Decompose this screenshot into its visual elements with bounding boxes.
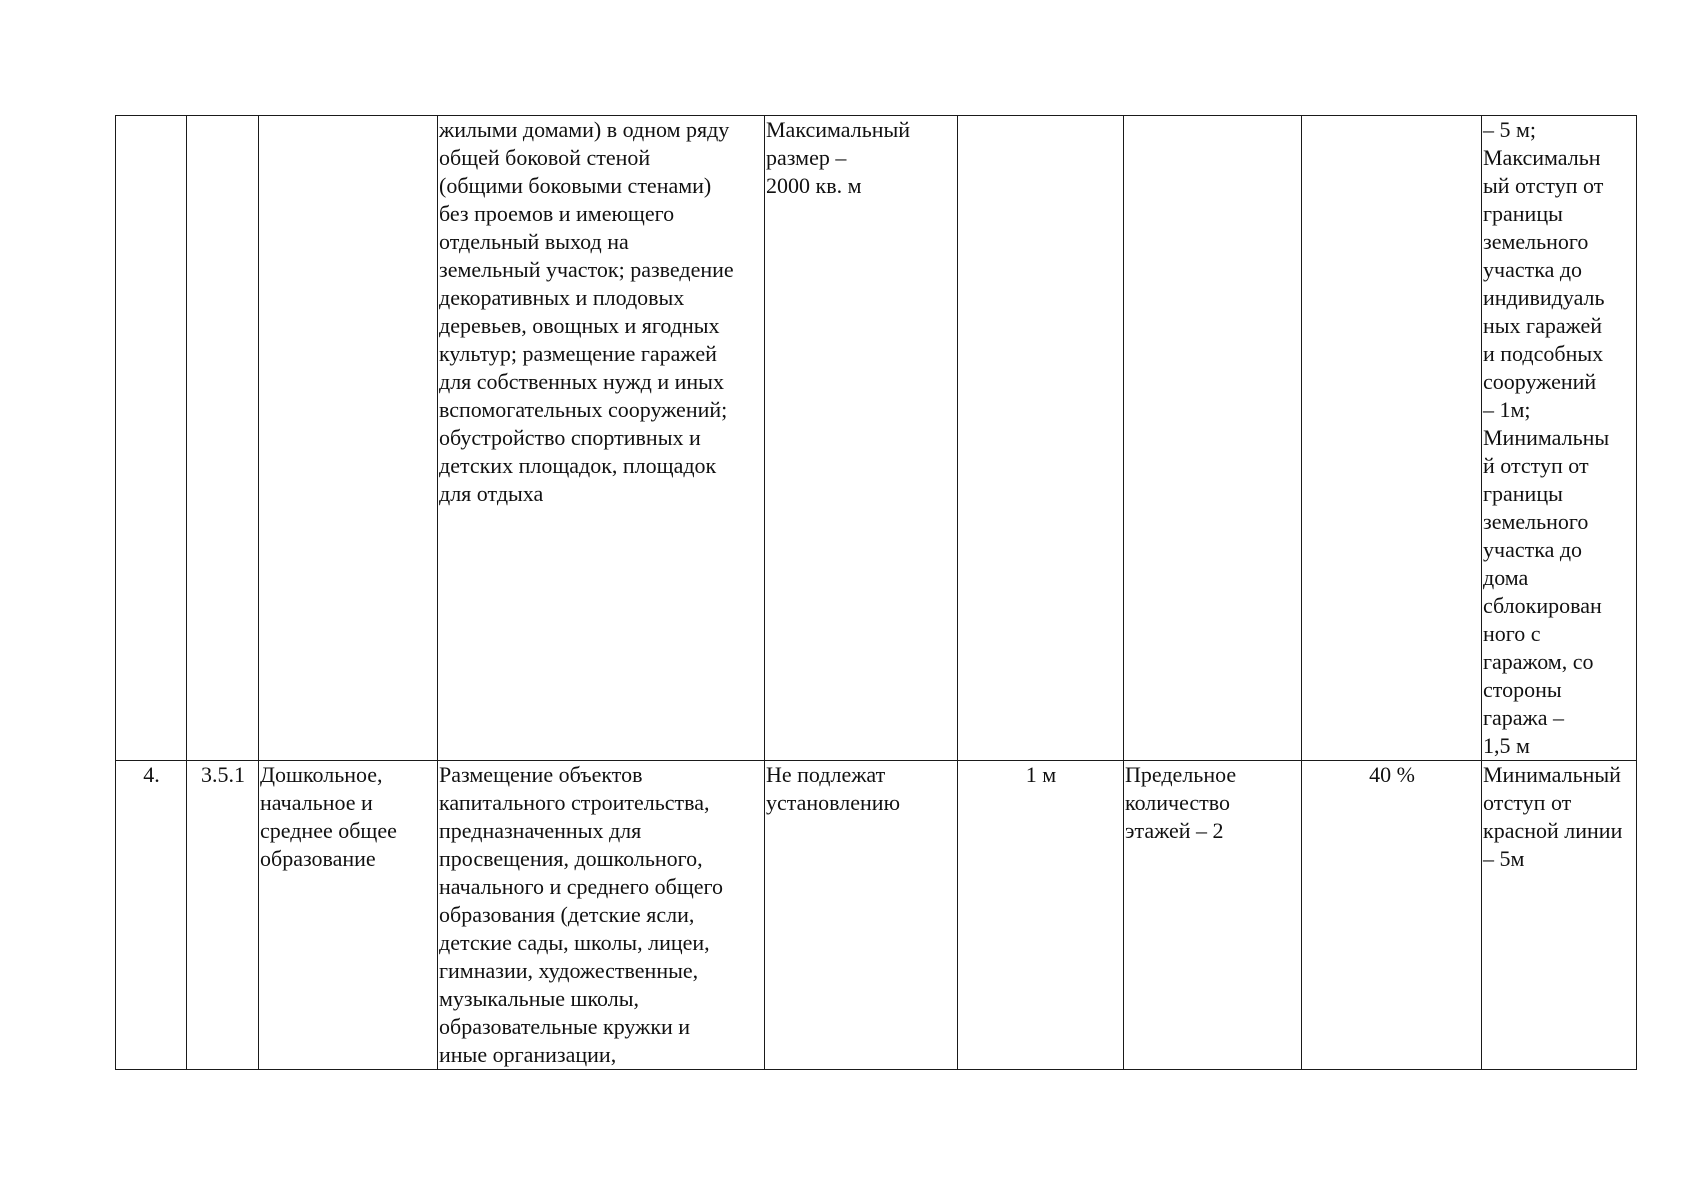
notes-line: индивидуаль: [1483, 285, 1605, 310]
notes-line: земельного: [1483, 509, 1589, 534]
notes-line: стороны: [1483, 677, 1562, 702]
notes-line: Минимальный: [1483, 762, 1621, 787]
notes-line: сооружений: [1483, 369, 1597, 394]
description-line: для собственных нужд и иных: [439, 369, 724, 394]
notes-line: гаражом, со: [1483, 649, 1594, 674]
floors-cell: [1124, 761, 1302, 1070]
notes-line: гаража –: [1483, 705, 1565, 730]
description-cell: [438, 761, 765, 1070]
plot-size-line: размер –: [766, 145, 847, 170]
use-name-line: образование: [260, 846, 376, 871]
notes-line: ый отступ от: [1483, 173, 1604, 198]
setback-cell: [958, 116, 1124, 761]
description-line: детские сады, школы, лицеи,: [439, 930, 710, 955]
floors-line: этажей – 2: [1125, 818, 1224, 843]
description-line: капитального строительства,: [439, 790, 710, 815]
notes-line: красной линии: [1483, 818, 1623, 843]
description-line: обустройство спортивных и: [439, 425, 701, 450]
table-row: [116, 116, 1637, 761]
notes-line: сблокирован: [1483, 593, 1602, 618]
description-line: общей боковой стеной: [439, 145, 651, 170]
description-line: гимназии, художественные,: [439, 958, 699, 983]
description-line: образования (детские ясли,: [439, 902, 695, 927]
use-name-cell: [259, 761, 438, 1070]
row-number: 4.: [143, 762, 160, 787]
description-line: деревьев, овощных и ягодных: [439, 313, 720, 338]
notes-line: ных гаражей: [1483, 313, 1603, 338]
description-line: Размещение объектов: [439, 762, 643, 787]
row-number-cell: [116, 761, 187, 1070]
floors-cell: [1124, 116, 1302, 761]
description-line: без проемов и имеющего: [439, 201, 675, 226]
description-line: жилыми домами) в одном ряду: [439, 117, 730, 142]
notes-line: и подсобных: [1483, 341, 1604, 366]
notes-line: земельного: [1483, 229, 1589, 254]
setback-value: 1 м: [1025, 762, 1057, 787]
description-line: земельный участок; разведение: [439, 257, 734, 282]
description-line: начального и среднего общего: [439, 874, 724, 899]
notes-line: – 1м;: [1483, 397, 1531, 422]
use-name-line: начальное и: [260, 790, 373, 815]
description-line: для отдыха: [439, 481, 544, 506]
notes-line: участка до: [1483, 257, 1583, 282]
use-name-cell: [259, 116, 438, 761]
notes-line: – 5 м;: [1483, 117, 1537, 142]
description-line: культур; размещение гаражей: [439, 341, 717, 366]
floors-line: количество: [1125, 790, 1231, 815]
coverage-cell: [1302, 116, 1482, 761]
description-line: детских площадок, площадок: [439, 453, 717, 478]
plot-size-cell: [765, 761, 958, 1070]
notes-line: дома: [1483, 565, 1529, 590]
table-row: [116, 761, 1637, 1070]
notes-line: границы: [1483, 481, 1563, 506]
notes-line: Минимальны: [1483, 425, 1610, 450]
description-cell: [438, 116, 765, 761]
notes-line: отступ от: [1483, 790, 1572, 815]
notes-line: границы: [1483, 201, 1563, 226]
use-name-line: Дошкольное,: [260, 762, 383, 787]
row-number-cell: [116, 116, 187, 761]
notes-cell: [1482, 116, 1637, 761]
use-name-line: среднее общее: [260, 818, 397, 843]
code-cell: [187, 116, 259, 761]
setback-cell: [958, 761, 1124, 1070]
code-cell: [187, 761, 259, 1070]
notes-line: 1,5 м: [1483, 733, 1530, 758]
description-line: музыкальные школы,: [439, 986, 640, 1011]
notes-line: – 5м: [1483, 846, 1525, 871]
description-line: просвещения, дошкольного,: [439, 846, 703, 871]
description-line: иные организации,: [439, 1042, 617, 1067]
description-line: (общими боковыми стенами): [439, 173, 712, 198]
plot-size-cell: [765, 116, 958, 761]
plot-size-line: установлению: [766, 790, 901, 815]
zoning-regulations-table: [115, 115, 1637, 1070]
coverage-value: 40 %: [1369, 762, 1415, 787]
description-line: вспомогательных сооружений;: [439, 397, 728, 422]
floors-line: Предельное: [1125, 762, 1237, 787]
plot-size-line: 2000 кв. м: [766, 173, 862, 198]
use-code: 3.5.1: [201, 762, 245, 787]
description-line: предназначенных для: [439, 818, 642, 843]
notes-line: участка до: [1483, 537, 1583, 562]
coverage-cell: [1302, 761, 1482, 1070]
notes-line: й отступ от: [1483, 453, 1589, 478]
notes-line: Максимальн: [1483, 145, 1601, 170]
notes-cell: [1482, 761, 1637, 1070]
description-line: отдельный выход на: [439, 229, 629, 254]
description-line: декоративных и плодовых: [439, 285, 685, 310]
description-line: образовательные кружки и: [439, 1014, 691, 1039]
plot-size-line: Не подлежат: [766, 762, 886, 787]
notes-line: ного с: [1483, 621, 1541, 646]
plot-size-line: Максимальный: [766, 117, 911, 142]
